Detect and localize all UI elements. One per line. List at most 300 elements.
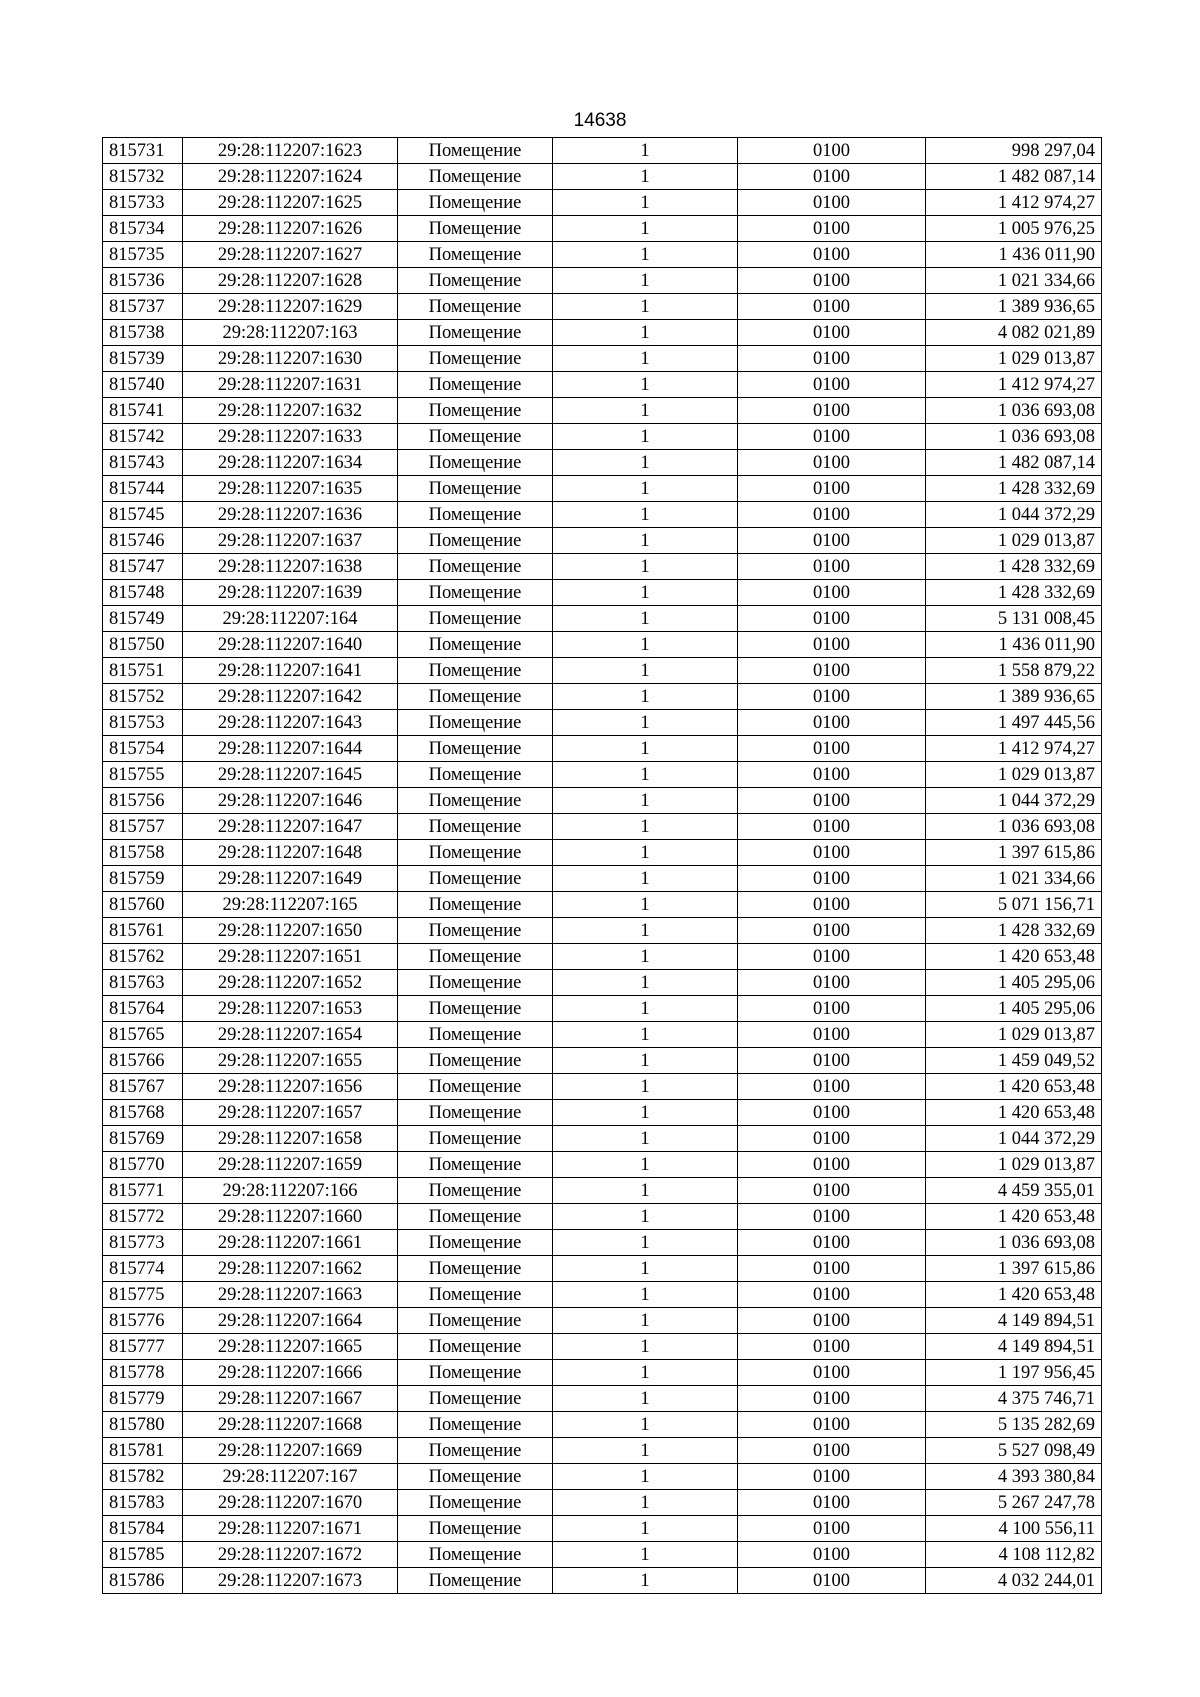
code-cell: 0100	[738, 138, 926, 164]
row-number-cell: 815758	[103, 840, 183, 866]
cadastral-number-cell: 29:28:112207:1648	[183, 840, 398, 866]
table-row	[103, 398, 1102, 424]
table-row	[103, 528, 1102, 554]
row-number-cell: 815770	[103, 1152, 183, 1178]
quantity-cell: 1	[553, 398, 738, 424]
row-number-cell: 815741	[103, 398, 183, 424]
code-cell: 0100	[738, 476, 926, 502]
cadastral-number-cell: 29:28:112207:1667	[183, 1386, 398, 1412]
object-type-cell: Помещение	[398, 684, 553, 710]
code-cell: 0100	[738, 1022, 926, 1048]
object-type-cell: Помещение	[398, 1308, 553, 1334]
table-row	[103, 814, 1102, 840]
row-number-cell: 815752	[103, 684, 183, 710]
table-row	[103, 632, 1102, 658]
row-number-cell: 815762	[103, 944, 183, 970]
row-number-cell: 815737	[103, 294, 183, 320]
cadastral-value-cell: 1 482 087,14	[926, 164, 1102, 190]
row-number-cell: 815783	[103, 1490, 183, 1516]
table-row	[103, 1074, 1102, 1100]
quantity-cell: 1	[553, 1464, 738, 1490]
row-number-cell: 815784	[103, 1516, 183, 1542]
row-number-cell: 815765	[103, 1022, 183, 1048]
cadastral-value-cell: 1 197 956,45	[926, 1360, 1102, 1386]
cadastral-value-cell: 1 389 936,65	[926, 294, 1102, 320]
code-cell: 0100	[738, 1360, 926, 1386]
cadastral-value-cell: 1 036 693,08	[926, 398, 1102, 424]
code-cell: 0100	[738, 684, 926, 710]
cadastral-number-cell: 29:28:112207:1664	[183, 1308, 398, 1334]
quantity-cell: 1	[553, 138, 738, 164]
code-cell: 0100	[738, 736, 926, 762]
row-number-cell: 815772	[103, 1204, 183, 1230]
quantity-cell: 1	[553, 476, 738, 502]
cadastral-value-cell: 4 100 556,11	[926, 1516, 1102, 1542]
table-row	[103, 580, 1102, 606]
cadastral-number-cell: 29:28:112207:1632	[183, 398, 398, 424]
code-cell: 0100	[738, 580, 926, 606]
cadastral-number-cell: 29:28:112207:1653	[183, 996, 398, 1022]
code-cell: 0100	[738, 502, 926, 528]
quantity-cell: 1	[553, 580, 738, 606]
cadastral-number-cell: 29:28:112207:1646	[183, 788, 398, 814]
cadastral-value-cell: 1 420 653,48	[926, 1282, 1102, 1308]
object-type-cell: Помещение	[398, 320, 553, 346]
table-row	[103, 710, 1102, 736]
cadastral-value-cell: 5 267 247,78	[926, 1490, 1102, 1516]
table-row	[103, 346, 1102, 372]
object-type-cell: Помещение	[398, 164, 553, 190]
row-number-cell: 815779	[103, 1386, 183, 1412]
row-number-cell: 815774	[103, 1256, 183, 1282]
cadastral-number-cell: 29:28:112207:1656	[183, 1074, 398, 1100]
cadastral-number-cell: 29:28:112207:167	[183, 1464, 398, 1490]
cadastral-number-cell: 29:28:112207:1639	[183, 580, 398, 606]
cadastral-value-cell: 998 297,04	[926, 138, 1102, 164]
table-row	[103, 1490, 1102, 1516]
cadastral-number-cell: 29:28:112207:164	[183, 606, 398, 632]
code-cell: 0100	[738, 1412, 926, 1438]
code-cell: 0100	[738, 1282, 926, 1308]
cadastral-number-cell: 29:28:112207:1665	[183, 1334, 398, 1360]
code-cell: 0100	[738, 1542, 926, 1568]
table-row	[103, 1386, 1102, 1412]
cadastral-number-cell: 29:28:112207:1657	[183, 1100, 398, 1126]
cadastral-number-cell: 29:28:112207:1645	[183, 762, 398, 788]
code-cell: 0100	[738, 372, 926, 398]
cadastral-number-cell: 29:28:112207:1635	[183, 476, 398, 502]
cadastral-number-cell: 29:28:112207:1658	[183, 1126, 398, 1152]
row-number-cell: 815786	[103, 1568, 183, 1594]
code-cell: 0100	[738, 1308, 926, 1334]
quantity-cell: 1	[553, 814, 738, 840]
row-number-cell: 815757	[103, 814, 183, 840]
cadastral-number-cell: 29:28:112207:1668	[183, 1412, 398, 1438]
object-type-cell: Помещение	[398, 892, 553, 918]
quantity-cell: 1	[553, 710, 738, 736]
code-cell: 0100	[738, 242, 926, 268]
row-number-cell: 815756	[103, 788, 183, 814]
table-row	[103, 840, 1102, 866]
cadastral-number-cell: 29:28:112207:1655	[183, 1048, 398, 1074]
code-cell: 0100	[738, 658, 926, 684]
table-row	[103, 450, 1102, 476]
row-number-cell: 815766	[103, 1048, 183, 1074]
quantity-cell: 1	[553, 1022, 738, 1048]
code-cell: 0100	[738, 1074, 926, 1100]
code-cell: 0100	[738, 710, 926, 736]
quantity-cell: 1	[553, 1100, 738, 1126]
row-number-cell: 815781	[103, 1438, 183, 1464]
cadastral-value-cell: 1 029 013,87	[926, 528, 1102, 554]
table-row	[103, 788, 1102, 814]
object-type-cell: Помещение	[398, 450, 553, 476]
table-row	[103, 1308, 1102, 1334]
code-cell: 0100	[738, 1386, 926, 1412]
code-cell: 0100	[738, 866, 926, 892]
code-cell: 0100	[738, 606, 926, 632]
code-cell: 0100	[738, 1568, 926, 1594]
row-number-cell: 815748	[103, 580, 183, 606]
object-type-cell: Помещение	[398, 1516, 553, 1542]
row-number-cell: 815778	[103, 1360, 183, 1386]
cadastral-number-cell: 29:28:112207:1663	[183, 1282, 398, 1308]
object-type-cell: Помещение	[398, 1542, 553, 1568]
table-row	[103, 606, 1102, 632]
cadastral-value-cell: 5 071 156,71	[926, 892, 1102, 918]
quantity-cell: 1	[553, 1126, 738, 1152]
cadastral-value-cell: 5 135 282,69	[926, 1412, 1102, 1438]
quantity-cell: 1	[553, 294, 738, 320]
table-row	[103, 1178, 1102, 1204]
code-cell: 0100	[738, 814, 926, 840]
row-number-cell: 815742	[103, 424, 183, 450]
row-number-cell: 815775	[103, 1282, 183, 1308]
quantity-cell: 1	[553, 788, 738, 814]
code-cell: 0100	[738, 346, 926, 372]
cadastral-value-cell: 1 405 295,06	[926, 996, 1102, 1022]
quantity-cell: 1	[553, 1490, 738, 1516]
table-row	[103, 736, 1102, 762]
quantity-cell: 1	[553, 1360, 738, 1386]
object-type-cell: Помещение	[398, 658, 553, 684]
code-cell: 0100	[738, 970, 926, 996]
object-type-cell: Помещение	[398, 528, 553, 554]
object-type-cell: Помещение	[398, 1022, 553, 1048]
code-cell: 0100	[738, 840, 926, 866]
table-row	[103, 1230, 1102, 1256]
table-row	[103, 944, 1102, 970]
object-type-cell: Помещение	[398, 1126, 553, 1152]
cadastral-number-cell: 29:28:112207:1629	[183, 294, 398, 320]
code-cell: 0100	[738, 1256, 926, 1282]
object-type-cell: Помещение	[398, 1256, 553, 1282]
table-row	[103, 242, 1102, 268]
row-number-cell: 815764	[103, 996, 183, 1022]
row-number-cell: 815733	[103, 190, 183, 216]
cadastral-value-cell: 1 412 974,27	[926, 372, 1102, 398]
table-row	[103, 866, 1102, 892]
cadastral-value-cell: 1 036 693,08	[926, 424, 1102, 450]
row-number-cell: 815763	[103, 970, 183, 996]
quantity-cell: 1	[553, 970, 738, 996]
object-type-cell: Помещение	[398, 918, 553, 944]
object-type-cell: Помещение	[398, 996, 553, 1022]
cadastral-number-cell: 29:28:112207:1627	[183, 242, 398, 268]
code-cell: 0100	[738, 944, 926, 970]
cadastral-number-cell: 29:28:112207:1628	[183, 268, 398, 294]
code-cell: 0100	[738, 294, 926, 320]
cadastral-number-cell: 29:28:112207:1633	[183, 424, 398, 450]
cadastral-value-cell: 1 459 049,52	[926, 1048, 1102, 1074]
quantity-cell: 1	[553, 320, 738, 346]
table-row	[103, 138, 1102, 164]
quantity-cell: 1	[553, 1334, 738, 1360]
code-cell: 0100	[738, 1126, 926, 1152]
object-type-cell: Помещение	[398, 1204, 553, 1230]
row-number-cell: 815785	[103, 1542, 183, 1568]
code-cell: 0100	[738, 1204, 926, 1230]
quantity-cell: 1	[553, 450, 738, 476]
table-row	[103, 502, 1102, 528]
row-number-cell: 815750	[103, 632, 183, 658]
object-type-cell: Помещение	[398, 736, 553, 762]
cadastral-value-cell: 1 005 976,25	[926, 216, 1102, 242]
page-number: 14638	[573, 110, 627, 131]
cadastral-value-cell: 1 044 372,29	[926, 502, 1102, 528]
cadastral-value-cell: 1 021 334,66	[926, 268, 1102, 294]
quantity-cell: 1	[553, 1386, 738, 1412]
quantity-cell: 1	[553, 1438, 738, 1464]
cadastral-value-cell: 1 420 653,48	[926, 1074, 1102, 1100]
cadastral-number-cell: 29:28:112207:1644	[183, 736, 398, 762]
table-row	[103, 1256, 1102, 1282]
object-type-cell: Помещение	[398, 710, 553, 736]
row-number-cell: 815744	[103, 476, 183, 502]
cadastral-value-cell: 1 412 974,27	[926, 736, 1102, 762]
table-row	[103, 1204, 1102, 1230]
table-row	[103, 658, 1102, 684]
object-type-cell: Помещение	[398, 398, 553, 424]
row-number-cell: 815768	[103, 1100, 183, 1126]
cadastral-value-cell: 1 029 013,87	[926, 1022, 1102, 1048]
object-type-cell: Помещение	[398, 476, 553, 502]
object-type-cell: Помещение	[398, 1438, 553, 1464]
table-row	[103, 970, 1102, 996]
object-type-cell: Помещение	[398, 1412, 553, 1438]
cadastral-number-cell: 29:28:112207:1643	[183, 710, 398, 736]
quantity-cell: 1	[553, 1204, 738, 1230]
cadastral-value-cell: 4 108 112,82	[926, 1542, 1102, 1568]
object-type-cell: Помещение	[398, 268, 553, 294]
cadastral-value-cell: 4 375 746,71	[926, 1386, 1102, 1412]
cadastral-value-cell: 1 420 653,48	[926, 1204, 1102, 1230]
quantity-cell: 1	[553, 528, 738, 554]
table-row	[103, 268, 1102, 294]
cadastral-number-cell: 29:28:112207:1625	[183, 190, 398, 216]
row-number-cell: 815740	[103, 372, 183, 398]
code-cell: 0100	[738, 450, 926, 476]
cadastral-value-cell: 1 029 013,87	[926, 346, 1102, 372]
code-cell: 0100	[738, 216, 926, 242]
code-cell: 0100	[738, 918, 926, 944]
cadastral-value-cell: 1 029 013,87	[926, 762, 1102, 788]
code-cell: 0100	[738, 1230, 926, 1256]
row-number-cell: 815738	[103, 320, 183, 346]
cadastral-number-cell: 29:28:112207:1626	[183, 216, 398, 242]
cadastral-value-cell: 1 036 693,08	[926, 1230, 1102, 1256]
object-type-cell: Помещение	[398, 1048, 553, 1074]
quantity-cell: 1	[553, 1516, 738, 1542]
cadastral-value-cell: 4 082 021,89	[926, 320, 1102, 346]
row-number-cell: 815739	[103, 346, 183, 372]
quantity-cell: 1	[553, 190, 738, 216]
cadastral-number-cell: 29:28:112207:1673	[183, 1568, 398, 1594]
cadastral-number-cell: 29:28:112207:1659	[183, 1152, 398, 1178]
table-row	[103, 164, 1102, 190]
object-type-cell: Помещение	[398, 970, 553, 996]
object-type-cell: Помещение	[398, 1230, 553, 1256]
table-row	[103, 1100, 1102, 1126]
row-number-cell: 815780	[103, 1412, 183, 1438]
row-number-cell: 815759	[103, 866, 183, 892]
quantity-cell: 1	[553, 736, 738, 762]
quantity-cell: 1	[553, 892, 738, 918]
table-row	[103, 1334, 1102, 1360]
table-row	[103, 1464, 1102, 1490]
cadastral-value-cell: 4 149 894,51	[926, 1308, 1102, 1334]
cadastral-number-cell: 29:28:112207:1669	[183, 1438, 398, 1464]
cadastral-value-cell: 4 149 894,51	[926, 1334, 1102, 1360]
cadastral-value-cell: 5 527 098,49	[926, 1438, 1102, 1464]
table-row	[103, 918, 1102, 944]
code-cell: 0100	[738, 1438, 926, 1464]
object-type-cell: Помещение	[398, 1152, 553, 1178]
cadastral-number-cell: 29:28:112207:1634	[183, 450, 398, 476]
quantity-cell: 1	[553, 658, 738, 684]
cadastral-value-cell: 1 044 372,29	[926, 1126, 1102, 1152]
quantity-cell: 1	[553, 996, 738, 1022]
cadastral-value-cell: 1 389 936,65	[926, 684, 1102, 710]
row-number-cell: 815743	[103, 450, 183, 476]
object-type-cell: Помещение	[398, 1386, 553, 1412]
table-row	[103, 294, 1102, 320]
row-number-cell: 815732	[103, 164, 183, 190]
code-cell: 0100	[738, 320, 926, 346]
code-cell: 0100	[738, 762, 926, 788]
cadastral-value-cell: 1 428 332,69	[926, 554, 1102, 580]
table-row	[103, 554, 1102, 580]
cadastral-value-cell: 1 044 372,29	[926, 788, 1102, 814]
code-cell: 0100	[738, 1490, 926, 1516]
quantity-cell: 1	[553, 1048, 738, 1074]
registry-table	[102, 137, 1102, 1594]
quantity-cell: 1	[553, 424, 738, 450]
cadastral-value-cell: 1 482 087,14	[926, 450, 1102, 476]
quantity-cell: 1	[553, 1178, 738, 1204]
cadastral-value-cell: 1 397 615,86	[926, 840, 1102, 866]
table-row	[103, 684, 1102, 710]
table-row	[103, 996, 1102, 1022]
cadastral-number-cell: 29:28:112207:165	[183, 892, 398, 918]
code-cell: 0100	[738, 1152, 926, 1178]
quantity-cell: 1	[553, 1542, 738, 1568]
object-type-cell: Помещение	[398, 424, 553, 450]
quantity-cell: 1	[553, 918, 738, 944]
quantity-cell: 1	[553, 684, 738, 710]
cadastral-value-cell: 1 405 295,06	[926, 970, 1102, 996]
cadastral-number-cell: 29:28:112207:1660	[183, 1204, 398, 1230]
table-row	[103, 372, 1102, 398]
cadastral-number-cell: 29:28:112207:1649	[183, 866, 398, 892]
cadastral-value-cell: 4 032 244,01	[926, 1568, 1102, 1594]
table-row	[103, 1126, 1102, 1152]
code-cell: 0100	[738, 268, 926, 294]
table-row	[103, 1152, 1102, 1178]
quantity-cell: 1	[553, 632, 738, 658]
cadastral-value-cell: 1 428 332,69	[926, 580, 1102, 606]
object-type-cell: Помещение	[398, 190, 553, 216]
object-type-cell: Помещение	[398, 1100, 553, 1126]
quantity-cell: 1	[553, 554, 738, 580]
object-type-cell: Помещение	[398, 632, 553, 658]
cadastral-number-cell: 29:28:112207:1636	[183, 502, 398, 528]
cadastral-number-cell: 29:28:112207:1647	[183, 814, 398, 840]
object-type-cell: Помещение	[398, 1282, 553, 1308]
cadastral-number-cell: 29:28:112207:1642	[183, 684, 398, 710]
row-number-cell: 815777	[103, 1334, 183, 1360]
cadastral-number-cell: 29:28:112207:1651	[183, 944, 398, 970]
code-cell: 0100	[738, 1048, 926, 1074]
row-number-cell: 815736	[103, 268, 183, 294]
quantity-cell: 1	[553, 1152, 738, 1178]
quantity-cell: 1	[553, 1256, 738, 1282]
quantity-cell: 1	[553, 762, 738, 788]
row-number-cell: 815745	[103, 502, 183, 528]
quantity-cell: 1	[553, 1308, 738, 1334]
cadastral-value-cell: 1 497 445,56	[926, 710, 1102, 736]
table-row	[103, 1412, 1102, 1438]
table-row	[103, 1048, 1102, 1074]
row-number-cell: 815753	[103, 710, 183, 736]
object-type-cell: Помещение	[398, 1178, 553, 1204]
quantity-cell: 1	[553, 1230, 738, 1256]
code-cell: 0100	[738, 164, 926, 190]
quantity-cell: 1	[553, 502, 738, 528]
table-row	[103, 1542, 1102, 1568]
row-number-cell: 815776	[103, 1308, 183, 1334]
quantity-cell: 1	[553, 840, 738, 866]
table-row	[103, 1516, 1102, 1542]
row-number-cell: 815747	[103, 554, 183, 580]
table-row	[103, 892, 1102, 918]
row-number-cell: 815754	[103, 736, 183, 762]
table-row	[103, 1438, 1102, 1464]
quantity-cell: 1	[553, 216, 738, 242]
table-row	[103, 190, 1102, 216]
cadastral-number-cell: 29:28:112207:1637	[183, 528, 398, 554]
table-row	[103, 424, 1102, 450]
quantity-cell: 1	[553, 1412, 738, 1438]
row-number-cell: 815769	[103, 1126, 183, 1152]
object-type-cell: Помещение	[398, 372, 553, 398]
row-number-cell: 815760	[103, 892, 183, 918]
object-type-cell: Помещение	[398, 242, 553, 268]
cadastral-number-cell: 29:28:112207:1662	[183, 1256, 398, 1282]
row-number-cell: 815749	[103, 606, 183, 632]
cadastral-number-cell: 29:28:112207:1640	[183, 632, 398, 658]
code-cell: 0100	[738, 1100, 926, 1126]
